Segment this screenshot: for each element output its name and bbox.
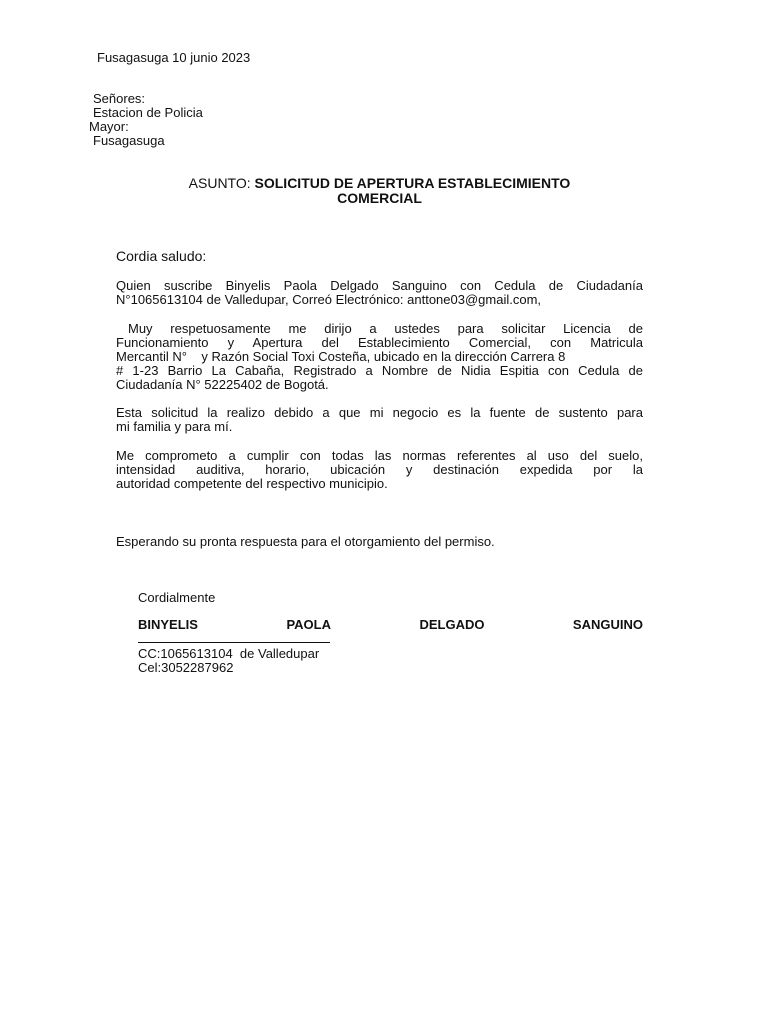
closing-salutation: Cordialmente — [138, 590, 216, 605]
paragraph-line: Me comprometo a cumplir con todas las normas referentes al uso del suelo, — [116, 448, 643, 463]
paragraph-line: autoridad competente del respectivo municipio. — [116, 476, 388, 491]
greeting: Cordia saludo: — [116, 248, 207, 264]
paragraph-line: Esta solicitud la realizo debido a que mi negocio es la fuente de sustento para — [116, 405, 643, 420]
signer-name-word: BINYELIS — [138, 617, 198, 632]
subject-label: ASUNTO: — [188, 175, 251, 191]
recipient-line: Fusagasuga — [93, 133, 165, 148]
closing-request: Esperando su pronta respuesta para el otorgamiento del permiso. — [116, 534, 495, 549]
signer-id: CC:1065613104 de Valledupar — [138, 646, 320, 661]
signer-phone: Cel:3052287962 — [138, 660, 234, 675]
paragraph-line: Funcionamiento y Apertura del Establecimiento Comercial, con Matricula — [116, 335, 643, 350]
signer-name-word: SANGUINO — [572, 617, 643, 632]
paragraph-line: mi familia y para mí. — [116, 419, 233, 434]
paragraph-line: # 1-23 Barrio La Cabaña, Registrado a Nombre de Nidia Espitia con Cedula de — [116, 363, 643, 378]
paragraph-line: Muy respetuosamente me dirijo a ustedes para solicitar Licencia de — [128, 321, 643, 336]
signer-name — [138, 618, 643, 632]
paragraph-line: Quien suscribe Binyelis Paola Delgado Sanguino con Cedula de Ciudadanía — [116, 278, 643, 293]
paragraph-line: intensidad auditiva, horario, ubicación y destinación expedida por la — [116, 462, 643, 477]
signer-name-word: PAOLA — [286, 617, 331, 632]
signer-name-word: DELGADO — [419, 617, 485, 632]
paragraph-request — [116, 322, 643, 392]
paragraph-line: Ciudadanía N° 52225402 de Bogotá. — [116, 377, 329, 392]
signature-line — [138, 642, 330, 643]
paragraph-commitment — [116, 449, 643, 491]
subject-heading — [116, 176, 643, 206]
recipient-line: Estacion de Policia — [93, 105, 203, 120]
paragraph-identification — [116, 279, 643, 307]
recipient-line: Señores: — [93, 91, 146, 106]
paragraph-line: N°1065613104 de Valledupar, Correó Electrónico: anttone03@gmail.com, — [116, 292, 542, 307]
subject-title-line2: COMERCIAL — [337, 190, 422, 206]
date-line: Fusagasuga 10 junio 2023 — [97, 50, 251, 65]
paragraph-line: Mercantil N° y Razón Social Toxi Costeña, ubicado en la dirección Carrera 8 — [116, 349, 566, 364]
subject-title-line1: SOLICITUD DE APERTURA ESTABLECIMIENTO — [254, 175, 571, 191]
paragraph-reason — [116, 406, 643, 434]
recipient-line: Mayor: — [89, 119, 129, 134]
